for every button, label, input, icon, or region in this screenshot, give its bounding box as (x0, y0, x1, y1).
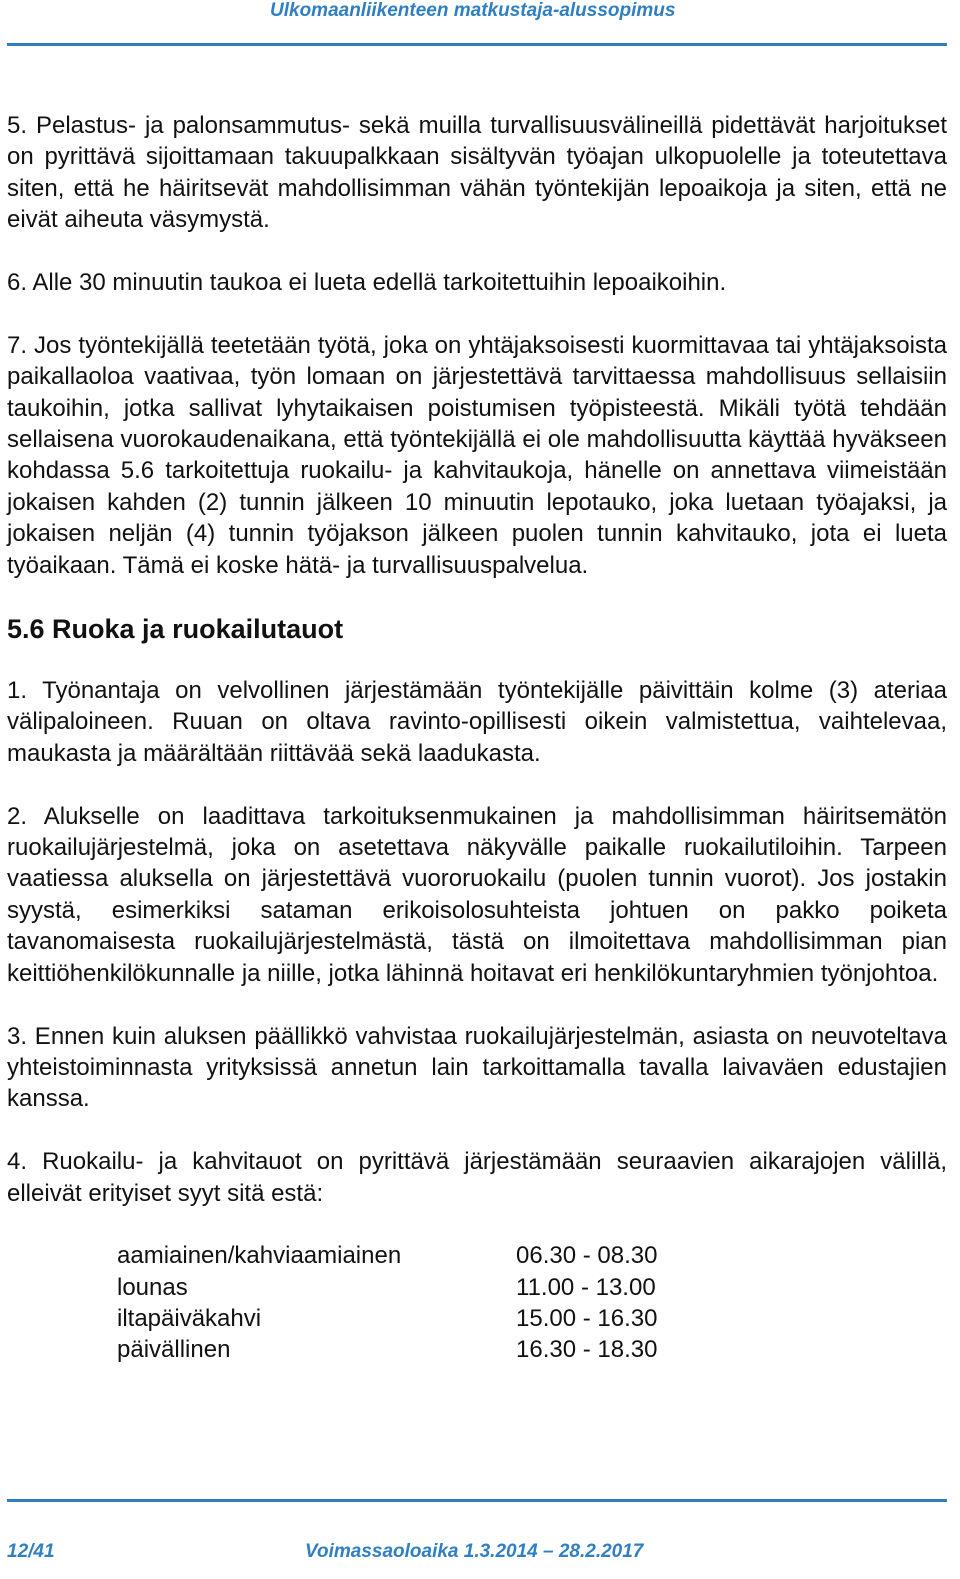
validity-period: Voimassaoloaika 1.3.2014 – 28.2.2017 (305, 1541, 644, 1562)
section-paragraph-4: 4. Ruokailu- ja kahvitauot on pyrittävä järjestämään seuraavien aikarajojen välillä, elleivät erityiset syyt sitä estä: (7, 1148, 947, 1207)
meal-name: aamiainen/kahviaamiainen (117, 1242, 402, 1270)
section-paragraph-1: 1. Työnantaja on velvollinen järjestämään työntekijälle päivittäin kolme (3) ateriaa välipaloineen. Ruuan on oltava ravinto-opillisesti oikein valmistettua, vaihtelevaa, maukasta ja määrältään riittävää sekä laadukasta. (7, 677, 947, 767)
meal-time: 16.30 - 18.30 (516, 1336, 658, 1364)
meal-time: 15.00 - 16.30 (516, 1305, 658, 1333)
section-paragraph-2: 2. Alukselle on laadittava tarkoituksenmukainen ja mahdollisimman häiritsemätön ruokailujärjestelmä, joka on asetettava näkyvälle paikalle ruokailutiloihin. Tarpeen vaatiessa aluksella on järjestettävä vuororuokailu (puolen tunnin vuorot). Jos jostakin syystä, esimerkiksi sataman erikoisolosuhteista johtuen on pakko poiketa tavanomaisesta ruokailujärjestelmästä, tästä on ilmoitettava mahdollisimman pian keittiöhenkilökunnalle ja niille, jotka lähinnä hoitavat eri henkilökuntaryhmien työnjohtoa. (7, 802, 947, 987)
paragraph-7: 7. Jos työntekijällä teetetään työtä, joka on yhtäjaksoisesti kuormittavaa tai yhtäjaksoista paikallaoloa vaativaa, työn lomaan on järjestettävä tarvittaessa mahdollisuus sellaisiin taukoihin, jotka sallivat lyhytaikaisen poistumisen työpisteestä. Mikäli työtä tehdään sellaisena vuorokaudenaikana, että työntekijällä ei ole mahdollisuutta käyttää hyväkseen kohdassa 5.6 tarkoitettuja ruokailu- ja kahvitaukoja, hänelle on annettava viimeistään jokaisen kahden (2) tunnin jälkeen 10 minuutin lepotauko, joka luetaan työajaksi, ja jokaisen neljän (4) tunnin työjakson jälkeen puolen tunnin kahvitauko, jota ei lueta työaikaan. Tämä ei koske hätä- ja turvallisuuspalvelua. (7, 331, 947, 579)
meal-time: 06.30 - 08.30 (516, 1242, 658, 1270)
footer-divider (7, 1499, 947, 1502)
document-body (7, 110, 947, 1366)
meal-times-table (117, 1240, 947, 1366)
document-header-title: Ulkomaanliikenteen matkustaja-alussopimus (270, 0, 676, 21)
paragraph-6: 6. Alle 30 minuutin taukoa ei lueta edellä tarkoitettuihin lepoaikoihin. (7, 269, 727, 297)
meal-name: lounas (117, 1273, 188, 1301)
page-number: 12/41 (7, 1541, 55, 1562)
meal-row (117, 1240, 947, 1271)
meal-row (117, 1334, 947, 1365)
meal-name: iltapäiväkahvi (117, 1305, 262, 1333)
section-heading: 5.6 Ruoka ja ruokailutauot (7, 614, 344, 645)
meal-name: päivällinen (117, 1336, 231, 1364)
meal-row (117, 1303, 947, 1334)
paragraph-5: 5. Pelastus- ja palonsammutus- sekä muilla turvallisuusvälineillä pidettävät harjoitukset on pyrittävä sijoittamaan takuupalkkaan sisältyvän työajan ulkopuolelle ja toteutettava siten, että he häiritsevät mahdollisimman vähän työntekijän lepoaikoja ja siten, että ne eivät aiheuta väsymystä. (7, 112, 947, 234)
meal-row (117, 1272, 947, 1303)
header-divider (7, 43, 947, 46)
meal-time: 11.00 - 13.00 (516, 1273, 656, 1301)
section-paragraph-3: 3. Ennen kuin aluksen päällikkö vahvistaa ruokailujärjestelmän, asiasta on neuvoteltava yhteistoiminnasta yrityksissä annetun lain tarkoittamalla tavalla laivaväen edustajien kanssa. (7, 1022, 947, 1113)
